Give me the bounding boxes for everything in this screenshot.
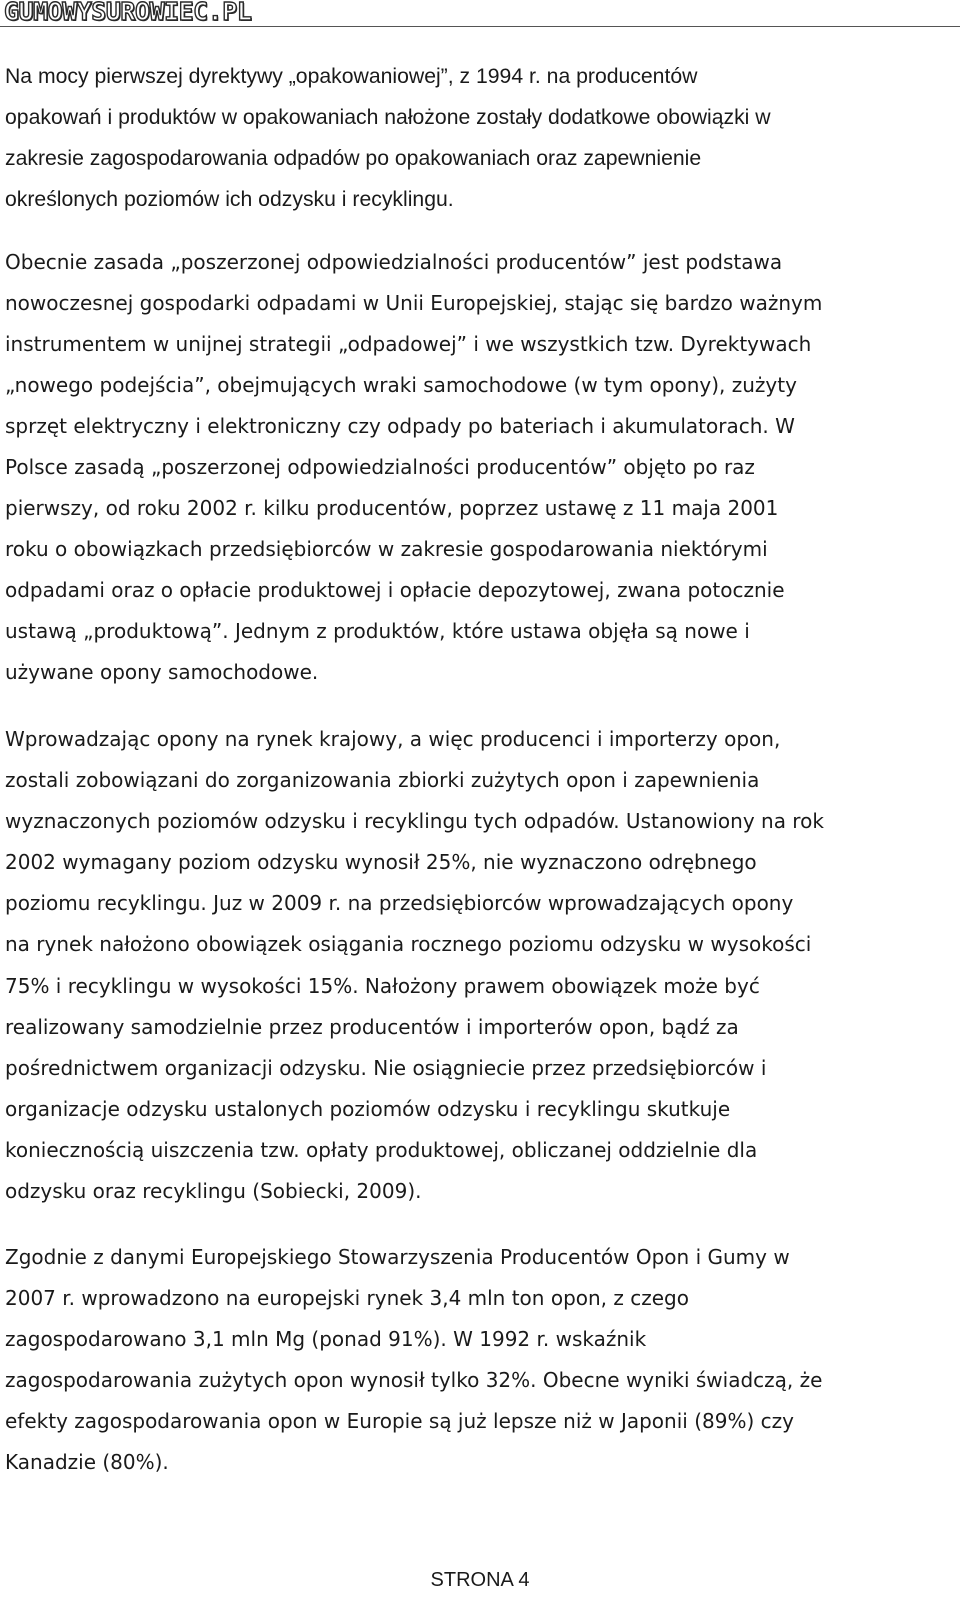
text-line: efekty zagospodarowania opon w Europie są już lepsze niż w Japonii (89%) czy — [5, 1409, 794, 1434]
site-logo: GUMOWYSUROWIEC.PL — [4, 0, 252, 26]
text-line: sprzęt elektryczny i elektroniczny czy odpady po bateriach i akumulatorach. W — [5, 414, 795, 438]
text-line: na rynek nałożono obowiązek osiągania rocznego poziomu odzysku w wysokości — [5, 932, 812, 957]
text-line: Kanadzie (80%). — [5, 1450, 169, 1475]
paragraph-tyre-obligations — [5, 719, 955, 1212]
text-line: realizowany samodzielnie przez producentów i importerów opon, bądź za — [5, 1014, 739, 1039]
text-line: zostali zobowiązani do zorganizowania zbiorki zużytych opon i zapewnienia — [5, 768, 760, 793]
text-line: 2007 r. wprowadzono na europejski rynek 3,4 mln ton opon, z czego — [5, 1286, 689, 1311]
text-line: 75% i recyklingu w wysokości 15%. Nałożony prawem obowiązek może być — [5, 973, 760, 998]
text-line: używane opony samochodowe. — [5, 660, 319, 684]
text-line: organizacje odzysku ustalonych poziomów odzysku i recyklingu skutkuje — [5, 1096, 731, 1121]
text-line: odpadami oraz o opłacie produktowej i opłacie depozytowej, zwana potocznie — [5, 578, 785, 602]
paragraph-packaging-directive — [5, 56, 955, 220]
text-line: ustawą „produktową”. Jednym z produktów, które ustawa objęła są nowe i — [5, 619, 750, 643]
text-line: Polsce zasadą „poszerzonej odpowiedzialności producentów” objęto po raz — [5, 455, 755, 479]
text-line: roku o obowiązkach przedsiębiorców w zakresie gospodarowania niektórymi — [5, 537, 768, 561]
text-line: nowoczesnej gospodarki odpadami w Unii Europejskiej, stając się bardzo ważnym — [5, 291, 823, 315]
text-line: określonych poziomów ich odzysku i recyklingu. — [5, 188, 454, 211]
header-divider — [0, 26, 960, 27]
text-line: pośrednictwem organizacji odzysku. Nie osiągniecie przez przedsiębiorców i — [5, 1055, 767, 1080]
text-line: koniecznością uiszczenia tzw. opłaty produktowej, obliczanej oddzielnie dla — [5, 1137, 758, 1162]
text-line: pierwszy, od roku 2002 r. kilku producentów, poprzez ustawę z 11 maja 2001 — [5, 496, 779, 520]
text-line: opakowań i produktów w opakowaniach nałożone zostały dodatkowe obowiązki w — [5, 106, 771, 129]
text-line: Zgodnie z danymi Europejskiego Stowarzyszenia Producentów Opon i Gumy w — [5, 1245, 790, 1269]
text-line: zagospodarowania zużytych opon wynosił tylko 32%. Obecne wyniki świadczą, że — [5, 1368, 823, 1393]
page-number: STRONA 4 — [430, 1569, 530, 1591]
text-line: odzysku oraz recyklingu (Sobiecki, 2009). — [5, 1179, 422, 1204]
text-line: poziomu recyklingu. Juz w 2009 r. na przedsiębiorców wprowadzających opony — [5, 891, 794, 916]
text-line: Obecnie zasada „poszerzonej odpowiedzialności producentów” jest podstawa — [5, 250, 783, 274]
text-line: Na mocy pierwszej dyrektywy „opakowaniowej”, z 1994 r. na producentów — [5, 65, 698, 88]
text-line: instrumentem w unijnej strategii „odpadowej” i we wszystkich tzw. Dyrektywach — [5, 332, 812, 356]
text-line: Wprowadzając opony na rynek krajowy, a więc producenci i importerzy opon, — [5, 727, 781, 751]
paragraph-producer-responsibility — [5, 242, 955, 693]
text-line: wyznaczonych poziomów odzysku i recyklingu tych odpadów. Ustanowiony na rok — [5, 809, 824, 834]
text-line: zagospodarowano 3,1 mln Mg (ponad 91%). W 1992 r. wskaźnik — [5, 1327, 647, 1352]
paragraph-european-statistics — [5, 1237, 955, 1484]
text-line: zakresie zagospodarowania odpadów po opakowaniach oraz zapewnienie — [5, 147, 702, 170]
page-footer — [0, 1567, 960, 1593]
text-line: 2002 wymagany poziom odzysku wynosił 25%, nie wyznaczono odrębnego — [5, 850, 757, 875]
text-line: „nowego podejścia”, obejmujących wraki samochodowe (w tym opony), zużyty — [5, 373, 797, 397]
page-header — [0, 0, 960, 30]
